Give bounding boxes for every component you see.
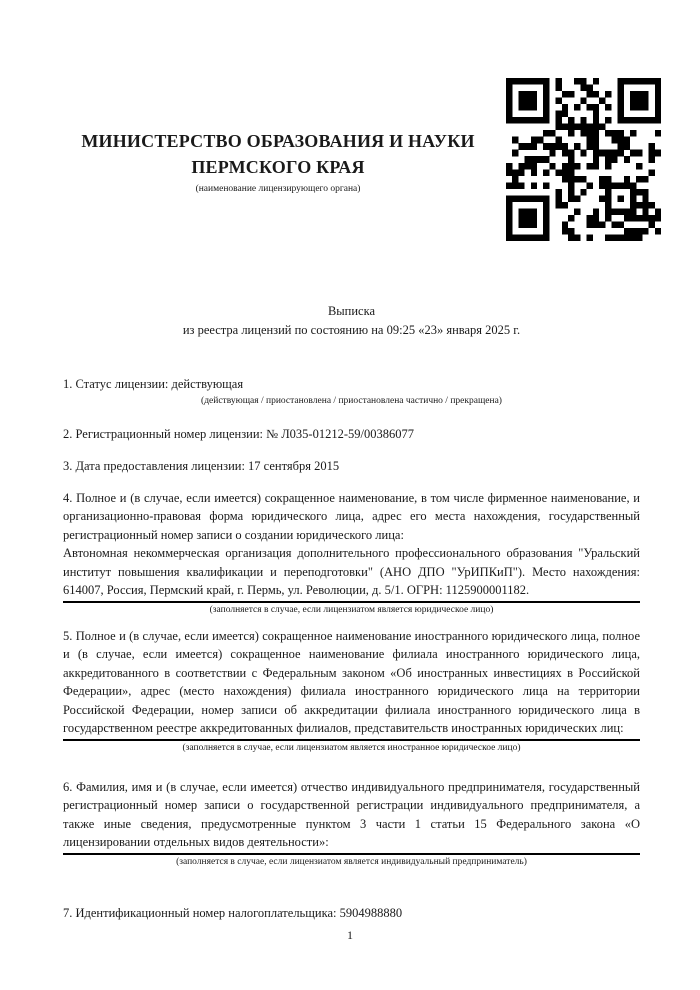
item-legal-entity-info xyxy=(63,489,640,617)
license-status-options-note: (действующая / приостановлена / приостановлена частично / прекращена) xyxy=(201,395,502,406)
document-title-line1: Выписка xyxy=(327,304,376,318)
legal-entity-fill-line xyxy=(63,601,640,603)
ministry-name-line2: ПЕРМСКОГО КРАЯ xyxy=(191,157,365,177)
licensing-authority-note: (наименование лицензирующего органа) xyxy=(195,184,361,194)
foreign-entity-fill-line xyxy=(63,739,640,741)
foreign-entity-question: 5. Полное и (в случае, если имеется) сокращенное наименование иностранного юридического лица, полное и (в случае, если имеется) сокращенное наименование филиала иностранного юридического лица, аккредитованного в соответствии с Федеральным законом «Об иностранных инвестициях в Российской Федерации», адрес (место нахождения) филиала иностранного юридического лица на территории Российской Федерации, номер записи об аккредитации филиала иностранного юридического лица в государственном реестре аккредитованных филиалов, представительств иностранных юридических лиц: xyxy=(63,628,640,735)
ministry-header xyxy=(53,128,503,195)
entrepreneur-note: (заполняется в случае, если лицензиатом является индивидуальный предприниматель) xyxy=(176,856,527,867)
legal-entity-value: Автономная некоммерческая организация дополнительного профессионального образования "Уральский институт повышения квалификации и переподготовки" (АНО ДПО "УрИПКиП"). Место нахождения: 614007, Россия, Пермский край, г. Пермь, ул. Революции, д. 5/1. ОГРН: 1125900001182. xyxy=(63,546,640,597)
item-entrepreneur-info xyxy=(63,778,640,869)
document-title xyxy=(63,302,640,340)
registration-number-text: 2. Регистрационный номер лицензии: № Л035-01212-59/00386077 xyxy=(63,426,414,441)
legal-entity-note: (заполняется в случае, если лицензиатом является юридическое лицо) xyxy=(209,604,494,615)
entrepreneur-question: 6. Фамилия, имя и (в случае, если имеется) отчество индивидуального предпринимателя, государственный регистрационный номер записи о государственной регистрации индивидуального предпринимателя, а также иные сведения, предусмотренные пунктом 3 части 1 статьи 15 Федерального закона «О лицензировании отдельных видов деятельности»: xyxy=(63,779,640,849)
taxpayer-number-text: 7. Идентификационный номер налогоплательщика: 5904988880 xyxy=(63,905,403,920)
qr-code xyxy=(506,78,661,241)
entrepreneur-fill-line xyxy=(63,853,640,855)
item-foreign-entity-info xyxy=(63,627,640,755)
item-taxpayer-number xyxy=(63,904,640,923)
item-license-date xyxy=(63,457,640,476)
ministry-name-line1: МИНИСТЕРСТВО ОБРАЗОВАНИЯ И НАУКИ xyxy=(81,131,475,151)
license-date-text: 3. Дата предоставления лицензии: 17 сентября 2015 xyxy=(63,459,340,473)
qr-code-image xyxy=(506,78,661,241)
item-license-status xyxy=(63,375,640,408)
document-title-line2: из реестра лицензий по состоянию на 09:25 «23» января 2025 г. xyxy=(182,323,521,337)
legal-entity-question: 4. Полное и (в случае, если имеется) сокращенное наименование, в том числе фирменное наименование, и организационно-правовая форма юридического лица, адрес его места нахождения, государственный регистрационный номер записи о создании юридического лица: xyxy=(63,490,640,542)
license-status-text: 1. Статус лицензии: действующая xyxy=(63,377,244,391)
foreign-entity-note: (заполняется в случае, если лицензиатом является иностранное юридическое лицо) xyxy=(182,742,521,753)
item-registration-number xyxy=(63,425,640,444)
document-header xyxy=(63,0,640,243)
page-number: 1 xyxy=(347,928,353,942)
